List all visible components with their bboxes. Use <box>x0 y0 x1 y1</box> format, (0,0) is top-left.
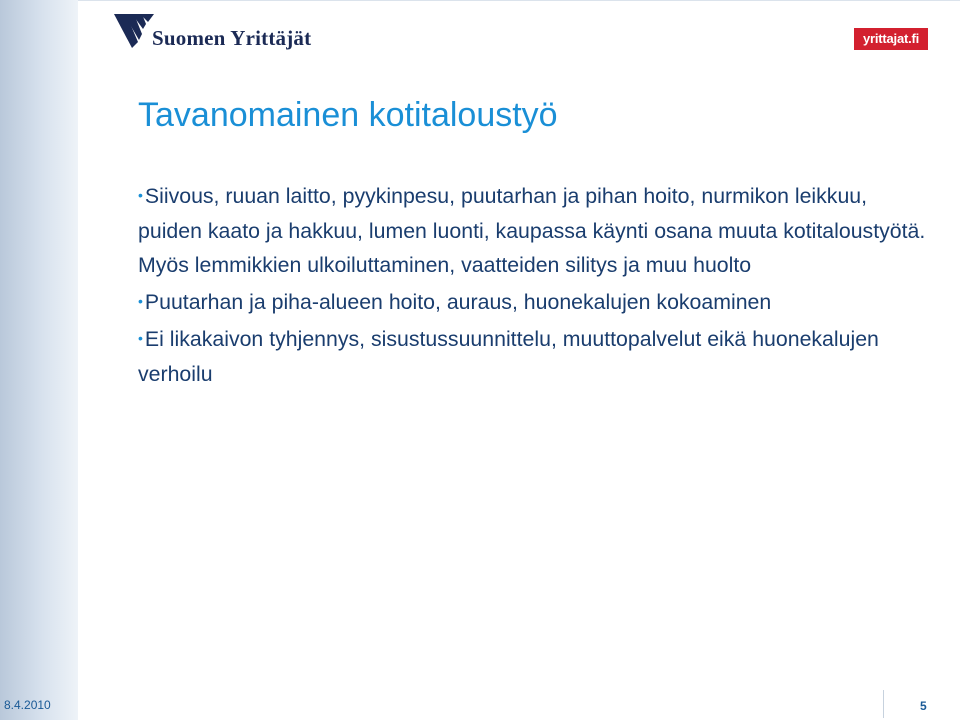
bullet-text: Puutarhan ja piha-alueen hoito, auraus, huonekalujen kokoaminen <box>144 290 772 314</box>
page-number: 5 <box>920 699 927 713</box>
top-divider <box>78 0 960 1</box>
bullet-dot-icon: • <box>138 187 143 203</box>
footer-date: 8.4.2010 <box>4 698 51 712</box>
bullet-item <box>138 284 928 320</box>
bullet-list <box>138 178 928 393</box>
bullet-item <box>138 321 928 391</box>
slide-title: Tavanomainen kotitaloustyö <box>138 96 558 134</box>
left-decorative-band <box>0 0 78 720</box>
bullet-text: Ei likakaivon tyhjennys, sisustussuunnittelu, muuttopalvelut eikä huonekalujen verhoilu <box>138 327 879 386</box>
yrittajat-fi-badge[interactable]: yrittajat.fi <box>854 28 928 50</box>
footer-divider <box>883 690 884 718</box>
bullet-text: Siivous, ruuan laitto, pyykinpesu, puutarhan ja pihan hoito, nurmikon leikkuu, puiden kaato ja hakkuu, lumen luonti, kaupassa käynti osana muuta kotitaloustyötä. Myös lemmikkien ulkoiluttaminen, vaatteiden silitys ja muu huolto <box>138 184 926 277</box>
logo-mark-icon <box>112 12 156 50</box>
logo-text: Suomen Yrittäjät <box>152 26 312 50</box>
bullet-dot-icon: • <box>138 293 143 309</box>
bullet-item <box>138 178 928 283</box>
bullet-dot-icon: • <box>138 330 143 346</box>
suomen-yrittajat-logo <box>112 12 312 52</box>
